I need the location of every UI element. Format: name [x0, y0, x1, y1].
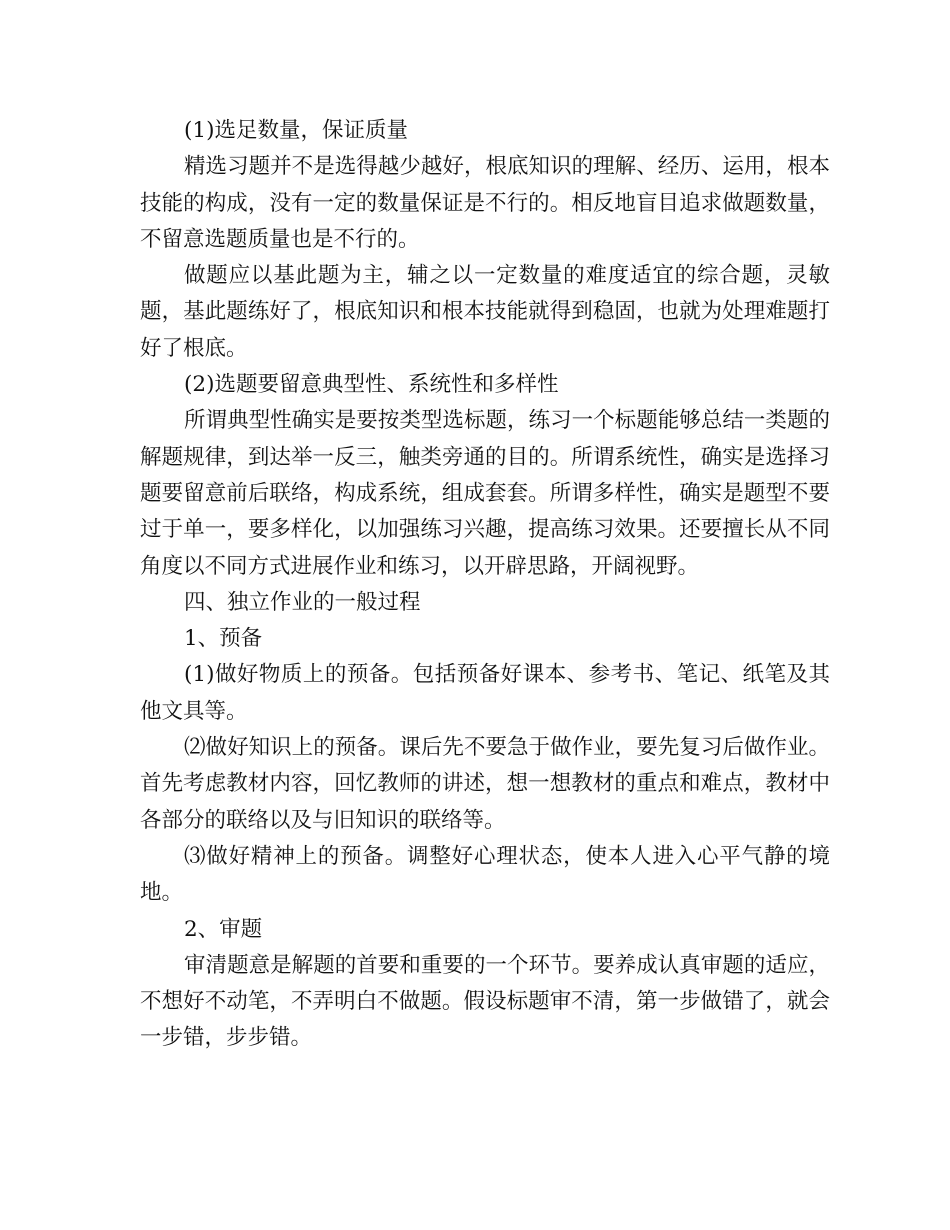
paragraph: ⑵做好知识上的预备。课后先不要急于做作业，要先复习后做作业。首先考虑教材内容，回忆教师的讲述，想一想教材的重点和难点，教材中各部分的联络以及与旧知识的联络等。 [140, 735, 830, 833]
paragraph: (1)做好物质上的预备。包括预备好课本、参考书、笔记、纸笔及其他文具等。 [140, 662, 830, 724]
document-body [140, 113, 830, 1057]
paragraph: 审清题意是解题的首要和重要的一个环节。要养成认真审题的适应，不想好不动笔，不弄明白不做题。假设标题审不清，第一步做错了，就会一步错，步步错。 [140, 952, 830, 1051]
paragraph: ⑶做好精神上的预备。调整好心理状态，使本人进入心平气静的境地。 [140, 843, 830, 906]
section-heading-process: 四、独立作业的一般过程 [184, 589, 421, 615]
subheading-review-question: 2、审题 [184, 916, 263, 942]
heading-select-typical: (2)选题要留意典型性、系统性和多样性 [184, 372, 559, 398]
paragraph: 做题应以基此题为主，辅之以一定数量的难度适宜的综合题，灵敏题，基此题练好了，根底知识和根本技能就得到稳固，也就为处理难题打好了根底。 [140, 263, 830, 361]
paragraph: 精选习题并不是选得越少越好，根底知识的理解、经历、运用，根本技能的构成，没有一定的数量保证是不行的。相反地盲目追求做题数量，不留意选题质量也是不行的。 [140, 154, 830, 252]
subheading-prepare: 1、预备 [184, 626, 263, 652]
heading-select-quantity: (1)选足数量，保证质量 [184, 118, 408, 143]
paragraph: 所谓典型性确实是要按类型选标题，练习一个标题能够总结一类题的解题规律，到达举一反三，触类旁通的目的。所谓系统性，确实是选择习题要留意前后联络，构成系统，组成套套。所谓多样性，确实是题型不要过于单一，要多样化，以加强练习兴趣，提高练习效果。还要擅长从不同角度以不同方式进展作业和练习，以开辟思路，开阔视野。 [140, 408, 830, 579]
